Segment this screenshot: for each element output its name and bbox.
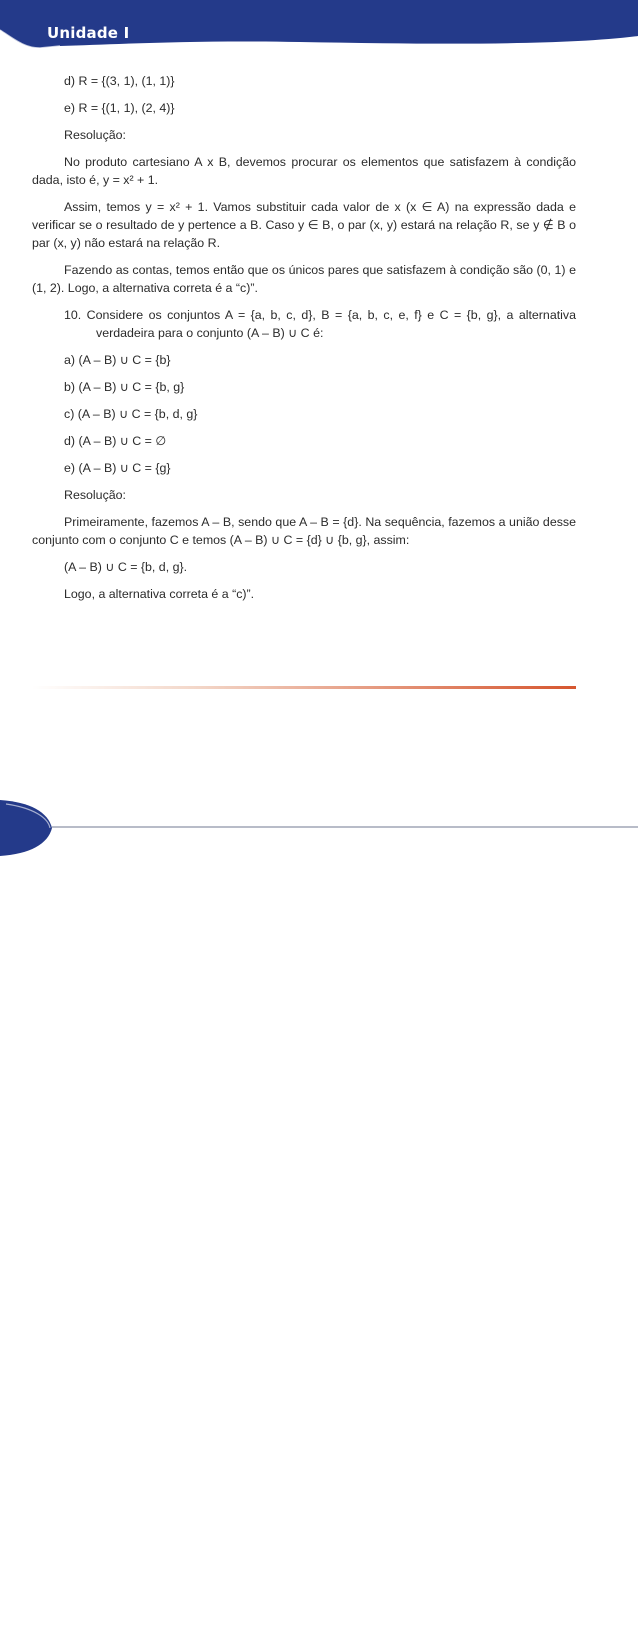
section-divider [32,686,576,689]
unit-title: Unidade I [47,24,130,42]
page-header [0,0,638,50]
footer-decoration [0,800,638,856]
paragraph-cartesian: No produto cartesiano A x B, devemos procurar os elementos que satisfazem à condição dada, isto é, y = x² + 1. [32,155,576,187]
page-number: 26 [26,1618,44,1632]
resolution-heading: Resolução: [64,128,126,142]
q10-conclusion: Logo, a alternativa correta é a “c)”. [64,587,255,601]
q10-option-c: c) (A – B) ∪ C = {b, d, g} [64,407,198,421]
question-10: 10. Considere os conjuntos A = {a, b, c, d}, B = {a, b, c, e, f} e C = {b, g}, a alternativa verdadeira para o conjunto (A – B) ∪ C é: [64,308,576,340]
q10-option-a: a) (A – B) ∪ C = {b} [64,353,171,367]
q10-resolution-text: Primeiramente, fazemos A – B, sendo que A – B = {d}. Na sequência, fazemos a união desse conjunto com o conjunto C e temos (A – B) ∪ C = {d} ∪ {b, g}, assim: [32,515,576,547]
q10-result: (A – B) ∪ C = {b, d, g}. [64,560,188,574]
page-footer [0,800,638,1632]
q10-resolution-heading: Resolução: [64,488,126,502]
q10-option-e: e) (A – B) ∪ C = {g} [64,461,171,475]
paragraph-conclusion: Fazendo as contas, temos então que os únicos pares que satisfazem à condição são (0, 1) e (1, 2). Logo, a alternativa correta é a “c)”. [32,263,576,295]
option-e: e) R = {(1, 1), (2, 4)} [64,101,175,115]
paragraph-substitution: Assim, temos y = x² + 1. Vamos substituir cada valor de x (x ∈ A) na expressão dada e verificar se o resultado de y pertence a B. Caso y ∈ B, o par (x, y) estará na relação R, se y ∉ B o par (x, y) não estará na relação R. [32,200,576,250]
q10-option-d: d) (A – B) ∪ C = ∅ [64,434,167,448]
option-d: d) R = {(3, 1), (1, 1)} [64,74,175,88]
q10-option-b: b) (A – B) ∪ C = {b, g} [64,380,185,394]
page-content [32,72,576,612]
